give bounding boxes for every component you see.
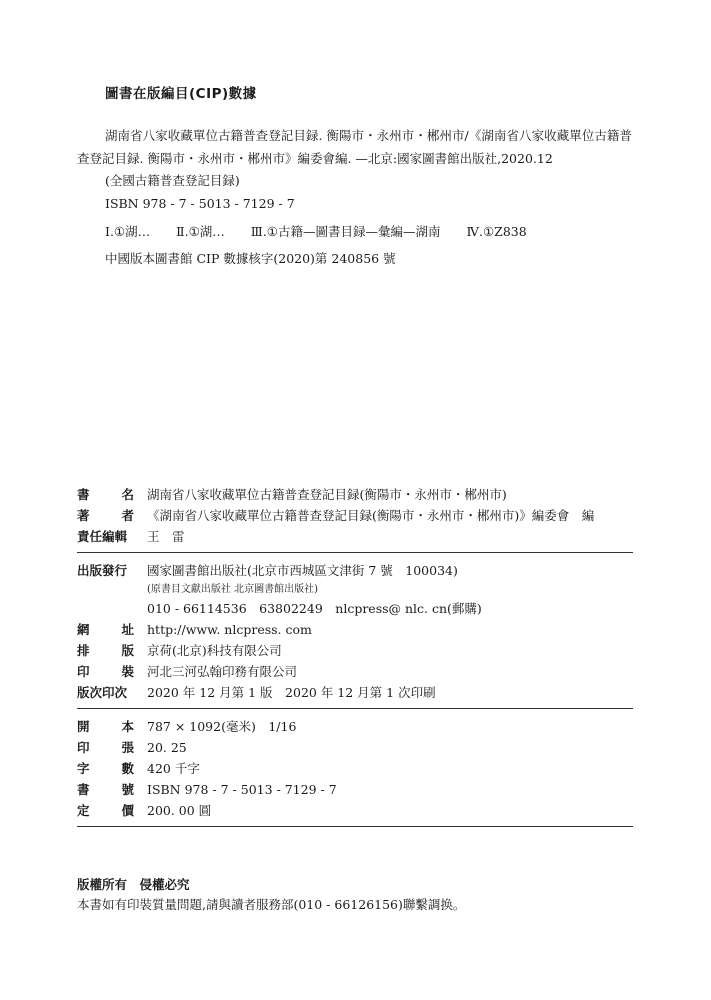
colophon-row (77, 779, 633, 800)
colophon-row (77, 484, 633, 505)
publisher-note: (原書目文獻出版社 北京圖書館出版社) (147, 584, 318, 595)
colophon-row (77, 619, 633, 640)
colophon-value: 京荷(北京)科技有限公司 (147, 643, 282, 658)
colophon-label: 出版發行 (77, 563, 128, 578)
copyright-notice: 版權所有 侵權必究 (77, 877, 190, 892)
colophon-label: 著 者 (77, 508, 134, 523)
cip-record (77, 125, 632, 270)
rights-section (77, 875, 465, 915)
colophon-value: 200. 00 圓 (147, 803, 212, 818)
cip-title: 圖書在版編目(CIP)數據 (105, 86, 257, 102)
colophon-group-title (77, 484, 633, 547)
colophon-label: 字 數 (77, 761, 134, 776)
colophon-row (77, 737, 633, 758)
colophon-label: 網 址 (77, 622, 134, 637)
cip-number: 中國版本圖書館 CIP 數據核字(2020)第 240856 號 (105, 250, 396, 266)
divider (77, 552, 633, 553)
divider (77, 708, 633, 709)
colophon-row (77, 661, 633, 682)
colophon-row (77, 526, 633, 547)
colophon-value: http://www. nlcpress. com (147, 622, 312, 637)
publisher-contact: 010 - 66114536 63802249 nlcpress@ nlc. cn(郵購) (147, 601, 482, 616)
colophon-value: 《湖南省八家收藏單位古籍普查登記目録(衡陽市・永州市・郴州市)》編委會 編 (147, 508, 595, 523)
colophon-label: 印 裝 (77, 664, 134, 679)
colophon-label: 書 名 (77, 487, 134, 502)
colophon-row (77, 758, 633, 779)
cip-subject: Ⅳ.①Z838 (466, 224, 527, 239)
colophon-group-specs (77, 716, 633, 821)
colophon-value: 787 × 1092(毫米) 1/16 (147, 719, 297, 734)
colophon-label: 書 號 (77, 782, 134, 797)
colophon-row (77, 716, 633, 737)
colophon-label: 版次印次 (77, 685, 128, 700)
colophon-row (77, 505, 633, 526)
colophon-row (77, 581, 633, 598)
colophon-value: ISBN 978 - 7 - 5013 - 7129 - 7 (147, 782, 337, 797)
colophon-value: 20. 25 (147, 740, 187, 755)
colophon-row (77, 800, 633, 821)
colophon (77, 484, 633, 834)
colophon-value: 湖南省八家收藏單位古籍普查登記目録(衡陽市・永州市・郴州市) (147, 487, 507, 502)
colophon-value: 2020 年 12 月第 1 版 2020 年 12 月第 1 次印刷 (147, 685, 436, 700)
colophon-row (77, 640, 633, 661)
colophon-row (77, 560, 633, 581)
cip-subjects (77, 221, 632, 244)
cip-isbn: ISBN 978 - 7 - 5013 - 7129 - 7 (105, 195, 295, 211)
cip-subject: Ⅰ.①湖… (105, 224, 151, 239)
cip-series: (全國古籍普查登記目録) (105, 173, 240, 188)
cip-subject: Ⅲ.①古籍—圖書目録—彙編—湖南 (250, 224, 441, 239)
colophon-group-publisher (77, 560, 633, 703)
colophon-value: 王 雷 (147, 529, 185, 544)
colophon-label: 印 張 (77, 740, 134, 755)
colophon-value: 國家圖書館出版社(北京市西城區文津街 7 號 100034) (147, 563, 458, 578)
cip-subject: Ⅱ.①湖… (176, 224, 225, 239)
colophon-row (77, 598, 633, 619)
colophon-label: 責任編輯 (77, 529, 128, 544)
colophon-value: 河北三河弘翰印務有限公司 (147, 664, 298, 679)
colophon-row (77, 682, 633, 703)
colophon-label: 排 版 (77, 643, 134, 658)
colophon-label: 開 本 (77, 719, 134, 734)
cip-description: 湖南省八家收藏單位古籍普查登記目録. 衡陽市・永州市・郴州市/《湖南省八家收藏單位古籍普查登記目録. 衡陽市・永州市・郴州市》編委會編. —北京:國家圖書館出版社,2020.12 (77, 128, 632, 166)
divider (77, 826, 633, 827)
quality-note: 本書如有印裝質量問題,請與讀者服務部(010 - 66126156)聯繫調换。 (77, 897, 466, 912)
colophon-label: 定 價 (77, 803, 134, 818)
colophon-value: 420 千字 (147, 761, 200, 776)
